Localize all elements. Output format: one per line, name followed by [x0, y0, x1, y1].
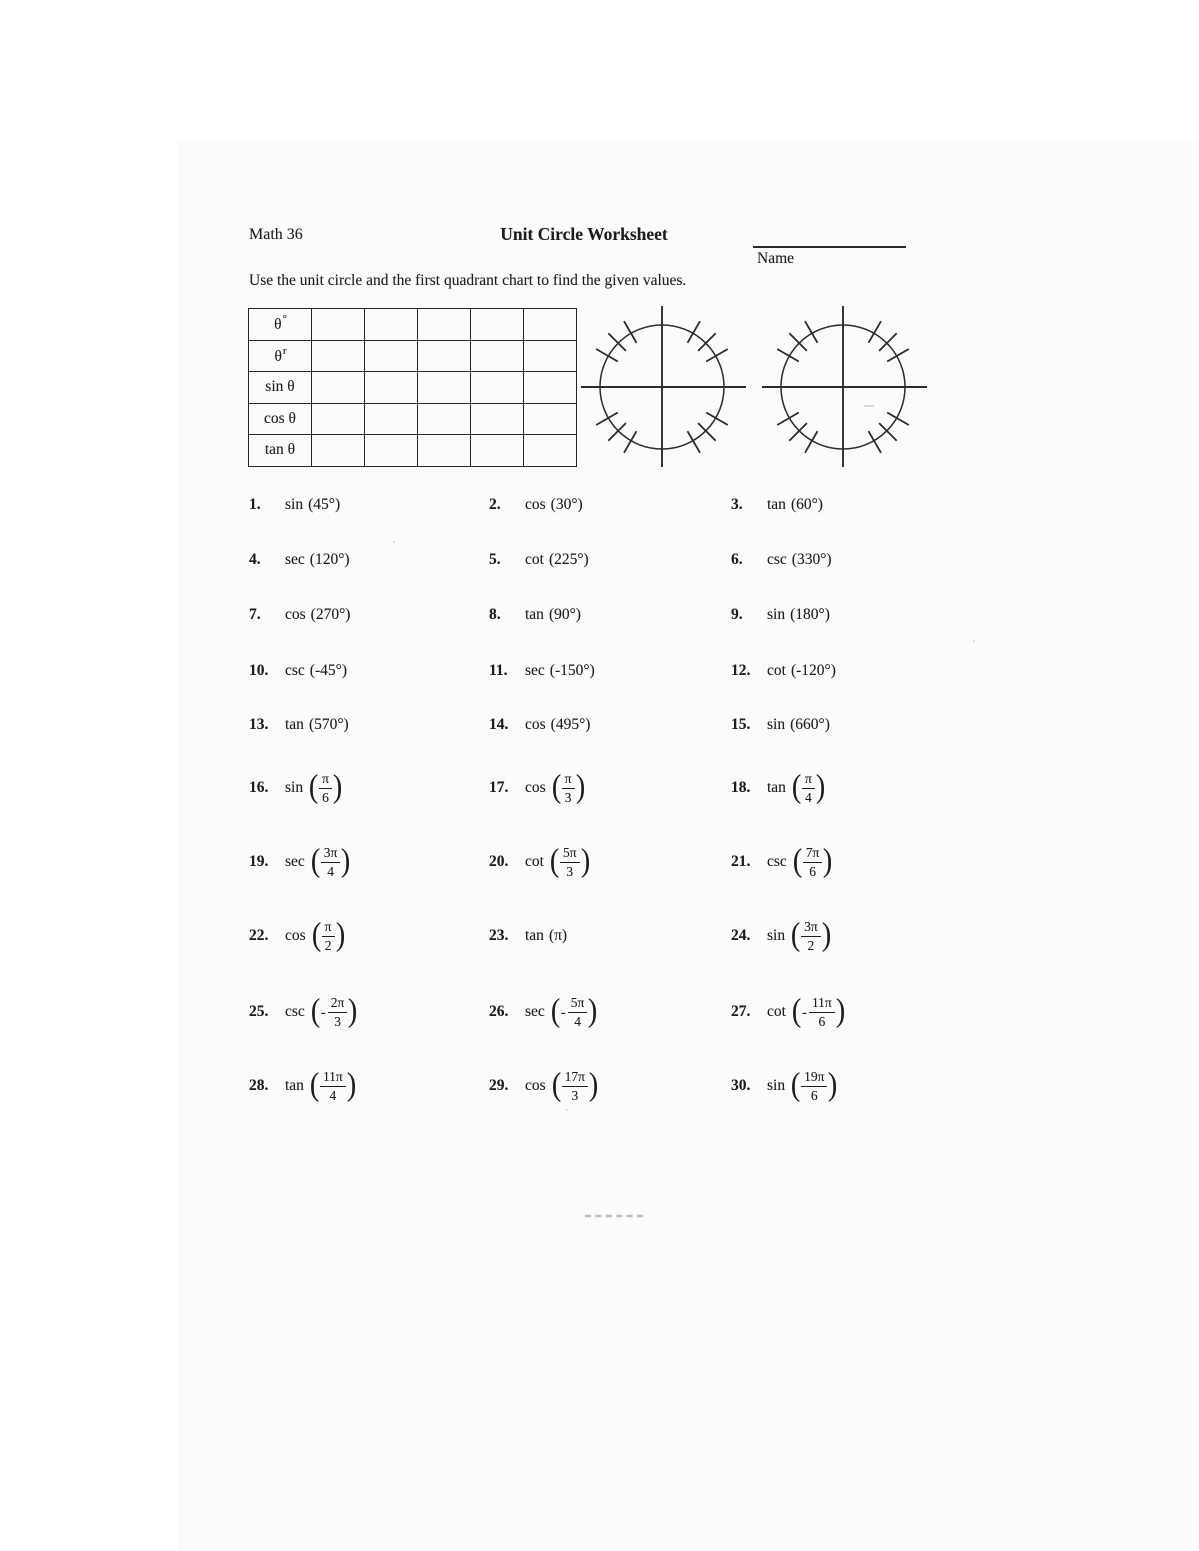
fraction: [803, 846, 823, 879]
trig-function: sec: [285, 853, 305, 870]
problem-number: 20.: [489, 853, 509, 870]
problem-number: 6.: [731, 551, 743, 568]
fraction: [321, 846, 341, 879]
unit-circle-left: [575, 299, 751, 471]
trig-function: csc: [767, 551, 787, 568]
problem-number: 23.: [489, 927, 509, 944]
denominator: 3: [571, 1087, 579, 1103]
empty-cell: [312, 309, 365, 341]
problem-2: [489, 496, 583, 516]
open-paren: (: [551, 1067, 561, 1104]
fraction: [562, 1070, 588, 1103]
problem-10: [249, 662, 347, 682]
course-label: Math 36: [249, 226, 303, 243]
numerator: 7π: [803, 846, 823, 863]
close-paren: ): [332, 769, 343, 806]
trig-function: cos: [285, 606, 306, 623]
problem-number: 19.: [249, 853, 269, 870]
table-row: [249, 372, 577, 404]
open-paren: (: [551, 769, 561, 806]
tick-315deg: [698, 423, 716, 441]
fraction: [801, 1070, 827, 1103]
tick-315deg: [879, 423, 897, 441]
table-row: [249, 403, 577, 435]
row-label: tan θ: [249, 435, 312, 467]
trig-function: sin: [767, 1077, 786, 1094]
argument: (330°): [791, 551, 832, 568]
problem-4: [249, 551, 350, 571]
numerator: 11π: [809, 996, 835, 1013]
open-paren: (: [790, 917, 801, 954]
trig-function: sin: [767, 606, 786, 623]
denominator: 2: [324, 937, 332, 953]
open-paren: (: [790, 1067, 801, 1104]
trig-function: csc: [285, 662, 305, 679]
fraction: [319, 772, 332, 805]
empty-cell: [365, 340, 418, 372]
trig-function: cos: [525, 496, 546, 513]
tick-225deg: [789, 423, 807, 441]
fraction: [802, 772, 815, 805]
open-paren: (: [308, 769, 319, 806]
problem-14: [489, 716, 590, 736]
fraction: [322, 920, 335, 953]
empty-cell: [524, 403, 577, 435]
denominator: 3: [334, 1013, 341, 1029]
tick-135deg: [608, 333, 626, 351]
tick-45deg: [879, 333, 897, 351]
argument: (660°): [790, 716, 830, 733]
close-paren: ): [341, 843, 351, 880]
problem-number: 15.: [731, 716, 751, 733]
argument: (270°): [310, 606, 351, 623]
problem-25: [249, 990, 358, 1034]
argument: (90°): [548, 606, 581, 623]
close-paren: ): [348, 993, 358, 1030]
fraction: [809, 996, 835, 1029]
scan-speck: [566, 1109, 568, 1111]
denominator: 6: [818, 1013, 826, 1029]
problem-20: [489, 840, 591, 884]
denominator: 6: [322, 789, 329, 805]
empty-cell: [418, 340, 471, 372]
denominator: 6: [810, 1087, 818, 1103]
empty-cell: [524, 435, 577, 467]
trig-function: sin: [767, 927, 786, 944]
argument: (495°): [550, 716, 591, 733]
close-paren: ): [835, 993, 845, 1030]
problem-number: 29.: [489, 1077, 509, 1094]
open-paren: (: [550, 993, 560, 1030]
first-quadrant-table: [248, 308, 577, 467]
argument: (180°): [790, 606, 830, 623]
row-label: cos θ: [249, 403, 312, 435]
problem-number: 27.: [731, 1003, 751, 1020]
fraction: [560, 846, 580, 879]
problem-number: 26.: [489, 1003, 509, 1020]
empty-cell: [312, 435, 365, 467]
numerator: 11π: [320, 1070, 346, 1087]
problem-number: 28.: [249, 1077, 269, 1094]
close-paren: ): [823, 843, 833, 880]
argument: (π): [548, 927, 568, 944]
argument: (60°): [790, 496, 823, 513]
open-paren: (: [792, 843, 802, 880]
argument: (225°): [548, 551, 589, 568]
numerator: 3π: [321, 846, 341, 863]
trig-function: sec: [525, 1003, 545, 1020]
scan-speck: [973, 640, 975, 642]
numerator: 5π: [560, 846, 580, 863]
problem-number: 3.: [731, 496, 743, 513]
tick-45deg: [698, 333, 716, 351]
problem-number: 7.: [249, 606, 261, 623]
fraction: [801, 920, 821, 953]
trig-function: sec: [285, 551, 305, 568]
numerator: π: [319, 772, 332, 789]
empty-cell: [365, 403, 418, 435]
trig-function: tan: [285, 1077, 304, 1094]
problem-13: [249, 716, 349, 736]
problem-5: [489, 551, 589, 571]
table-row: [249, 435, 577, 467]
fraction: [568, 996, 588, 1029]
trig-function: cot: [767, 1003, 786, 1020]
empty-cell: [524, 372, 577, 404]
problem-number: 2.: [489, 496, 501, 513]
problem-number: 17.: [489, 779, 509, 796]
problem-number: 18.: [731, 779, 751, 796]
instruction-text: Use the unit circle and the first quadrant chart to find the given values.: [249, 272, 687, 289]
trig-function: tan: [525, 927, 544, 944]
denominator: 6: [809, 863, 816, 879]
close-paren: ): [346, 1067, 356, 1104]
trig-function: sin: [285, 779, 304, 796]
problem-number: 13.: [249, 716, 269, 733]
open-paren: (: [309, 1067, 320, 1104]
trig-function: cot: [767, 662, 786, 679]
scan-speck: [393, 541, 395, 543]
empty-cell: [471, 403, 524, 435]
problem-24: [731, 914, 832, 958]
close-paren: ): [580, 843, 590, 880]
empty-cell: [471, 309, 524, 341]
close-paren: ): [821, 917, 831, 954]
trig-function: csc: [285, 1003, 305, 1020]
problem-26: [489, 990, 598, 1034]
row-label: sin θ: [249, 372, 312, 404]
trig-function: tan: [767, 779, 786, 796]
problem-9: [731, 606, 830, 626]
open-paren: (: [791, 993, 802, 1030]
argument: (-120°): [790, 662, 836, 679]
problem-number: 30.: [731, 1077, 751, 1094]
negative-sign: -: [801, 1004, 807, 1021]
trig-function: cos: [285, 927, 306, 944]
trig-function: cos: [525, 779, 546, 796]
scan-smudge: [585, 1215, 643, 1217]
fraction: [320, 1070, 346, 1103]
problem-number: 5.: [489, 551, 501, 568]
empty-cell: [524, 309, 577, 341]
tick-225deg: [608, 423, 626, 441]
problem-number: 25.: [249, 1003, 269, 1020]
problem-number: 8.: [489, 606, 501, 623]
problem-22: [249, 914, 346, 958]
problem-1: [249, 496, 340, 516]
problem-number: 1.: [249, 496, 261, 513]
trig-function: cos: [525, 1077, 546, 1094]
numerator: 2π: [328, 996, 348, 1013]
open-paren: (: [311, 917, 321, 954]
fraction: [562, 772, 575, 805]
open-paren: (: [549, 843, 560, 880]
argument: (45°): [308, 496, 341, 513]
problem-27: [731, 990, 846, 1034]
unit-circle-right: [756, 299, 932, 471]
empty-cell: [418, 372, 471, 404]
denominator: 4: [574, 1013, 581, 1029]
close-paren: ): [575, 769, 585, 806]
empty-cell: [312, 340, 365, 372]
trig-function: sec: [525, 662, 545, 679]
name-label: Name: [757, 250, 795, 267]
negative-sign: -: [320, 1004, 326, 1021]
numerator: π: [562, 772, 575, 789]
empty-cell: [365, 435, 418, 467]
numerator: 19π: [801, 1070, 827, 1087]
trig-function: cot: [525, 853, 544, 870]
problem-17: [489, 766, 586, 810]
problem-29: [489, 1064, 599, 1108]
trig-function: cot: [525, 551, 544, 568]
problem-number: 21.: [731, 853, 751, 870]
trig-function: sin: [285, 496, 304, 513]
problem-number: 12.: [731, 662, 751, 679]
argument: (-45°): [309, 662, 347, 679]
empty-cell: [365, 309, 418, 341]
problem-21: [731, 840, 833, 884]
tick-135deg: [789, 333, 807, 351]
problem-number: 14.: [489, 716, 509, 733]
empty-cell: [418, 403, 471, 435]
empty-cell: [524, 340, 577, 372]
problem-number: 10.: [249, 662, 269, 679]
row-label: $\theta^r$: [249, 340, 312, 372]
empty-cell: [312, 372, 365, 404]
problem-12: [731, 662, 836, 682]
close-paren: ): [815, 769, 825, 806]
close-paren: ): [588, 993, 598, 1030]
argument: (120°): [309, 551, 350, 568]
problem-15: [731, 716, 830, 736]
problem-number: 22.: [249, 927, 269, 944]
name-blank-line: [753, 246, 906, 248]
close-paren: ): [335, 917, 345, 954]
argument: (30°): [550, 496, 583, 513]
row-label: θ°: [249, 309, 312, 341]
problem-8: [489, 606, 581, 626]
trig-function: sin: [767, 716, 786, 733]
empty-cell: [471, 372, 524, 404]
problem-18: [731, 766, 826, 810]
negative-sign: -: [560, 1004, 566, 1021]
problem-16: [249, 766, 343, 810]
numerator: π: [322, 920, 335, 937]
problem-19: [249, 840, 351, 884]
empty-cell: [471, 340, 524, 372]
problem-number: 24.: [731, 927, 751, 944]
problem-number: 16.: [249, 779, 269, 796]
numerator: 3π: [801, 920, 821, 937]
scan-speck: [864, 405, 874, 407]
page-title: Unit Circle Worksheet: [500, 224, 668, 244]
close-paren: ): [828, 1067, 838, 1104]
denominator: 3: [566, 863, 574, 879]
trig-function: tan: [285, 716, 304, 733]
denominator: 4: [804, 789, 812, 805]
problem-30: [731, 1064, 838, 1108]
numerator: 17π: [562, 1070, 588, 1087]
denominator: 2: [807, 937, 815, 953]
fraction: [328, 996, 348, 1029]
argument: (570°): [308, 716, 349, 733]
close-paren: ): [588, 1067, 599, 1104]
denominator: 4: [327, 863, 334, 879]
denominator: 3: [564, 789, 572, 805]
open-paren: (: [310, 993, 320, 1030]
trig-function: tan: [525, 606, 544, 623]
numerator: π: [802, 772, 815, 789]
open-paren: (: [791, 769, 802, 806]
trig-function: cos: [525, 716, 546, 733]
empty-cell: [418, 435, 471, 467]
problem-number: 4.: [249, 551, 261, 568]
problem-number: 11.: [489, 662, 508, 679]
table-row: [249, 340, 577, 372]
problem-28: [249, 1064, 357, 1108]
empty-cell: [365, 372, 418, 404]
argument: (-150°): [549, 662, 595, 679]
problem-11: [489, 662, 595, 682]
trig-function: csc: [767, 853, 787, 870]
empty-cell: [471, 435, 524, 467]
table-row: [249, 309, 577, 341]
empty-cell: [418, 309, 471, 341]
problem-7: [249, 606, 350, 626]
trig-function: tan: [767, 496, 786, 513]
open-paren: (: [310, 843, 320, 880]
numerator: 5π: [568, 996, 588, 1013]
problem-6: [731, 551, 832, 571]
empty-cell: [312, 403, 365, 435]
denominator: 4: [329, 1087, 337, 1103]
problem-number: 9.: [731, 606, 743, 623]
problem-23: [489, 914, 567, 958]
problem-3: [731, 496, 823, 516]
